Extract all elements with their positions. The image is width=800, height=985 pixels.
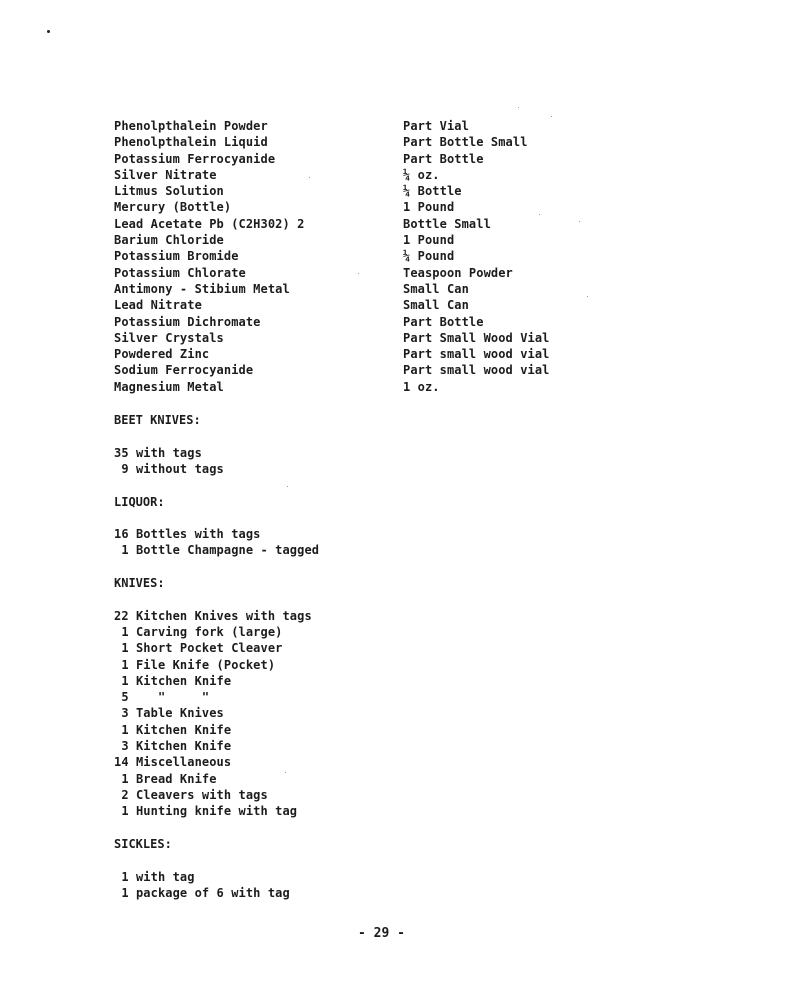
inventory-sections: [114, 412, 434, 901]
list-item: 1 with tag: [114, 869, 195, 884]
chemical-quantity: Part Bottle: [403, 314, 484, 329]
chemical-name: Barium Chloride: [114, 233, 224, 248]
list-item: 1 Carving fork (large): [114, 624, 283, 639]
chemical-name: Phenolpthalein Liquid: [114, 135, 268, 150]
list-item: 3 Kitchen Knife: [114, 739, 232, 754]
list-item: 3 Table Knives: [114, 706, 224, 721]
section-heading: KNIVES:: [114, 576, 165, 591]
chemical-quantity: 1 Pound: [403, 200, 455, 215]
list-item: 1 File Knife (Pocket): [114, 657, 276, 672]
chemical-name: Silver Nitrate: [114, 167, 217, 182]
chemical-quantity: Part Vial: [403, 119, 469, 133]
chemical-quantity: ¼ Pound: [403, 249, 455, 264]
chemical-quantity: Small Can: [403, 281, 469, 296]
list-item: 1 Bread Knife: [114, 771, 217, 786]
chemical-name: Lead Nitrate: [114, 298, 202, 313]
dust-dot: [551, 116, 552, 117]
chemical-name: Magnesium Metal: [114, 379, 224, 394]
chemical-name: Litmus Solution: [114, 184, 224, 199]
chemical-quantity: Part Bottle: [403, 151, 484, 166]
section-heading: SICKLES:: [114, 837, 172, 852]
dust-dot: [518, 107, 519, 108]
chemical-name: Phenolpthalein Powder: [114, 119, 268, 133]
chemical-quantity: Part Bottle Small: [403, 135, 528, 150]
chemical-name: Antimony - Stibium Metal: [114, 281, 290, 296]
list-item: 1 Bottle Champagne - tagged: [114, 543, 320, 558]
chemical-quantity: Part small wood vial: [403, 347, 550, 362]
chemical-quantity: Part small wood vial: [403, 363, 550, 378]
list-item: 1 package of 6 with tag: [114, 885, 290, 900]
section-heading: LIQUOR:: [114, 494, 165, 509]
chemical-quantity: Small Can: [403, 298, 469, 313]
chemical-name: Potassium Ferrocyanide: [114, 151, 276, 166]
chemical-quantity: ¼ Bottle: [403, 184, 462, 199]
chemical-quantities-column: [403, 118, 603, 395]
chemical-name: Potassium Chlorate: [114, 265, 246, 280]
chemical-names-column: [114, 118, 404, 395]
chemical-name: Potassium Dichromate: [114, 314, 261, 329]
list-item: 1 Hunting knife with tag: [114, 804, 298, 819]
chemical-quantity: 1 Pound: [403, 233, 455, 248]
chemical-name: Potassium Bromide: [114, 249, 239, 264]
list-item: 22 Kitchen Knives with tags: [114, 608, 312, 623]
section-heading: BEET KNIVES:: [114, 413, 201, 427]
chemical-name: Sodium Ferrocyanide: [114, 363, 254, 378]
chemical-quantity: Bottle Small: [403, 216, 491, 231]
list-item: 2 Cleavers with tags: [114, 787, 268, 802]
chemical-name: Powdered Zinc: [114, 347, 210, 362]
list-item: 1 Short Pocket Cleaver: [114, 641, 283, 656]
chemical-quantity: 1 oz.: [403, 379, 440, 394]
list-item: 14 Miscellaneous: [114, 755, 232, 770]
chemical-quantity: Teaspoon Powder: [403, 265, 513, 280]
chemical-name: Lead Acetate Pb (C2H302) 2: [114, 216, 305, 231]
list-item: 35 with tags: [114, 445, 202, 460]
list-item: 5 " ": [114, 690, 210, 705]
chemical-quantity: Part Small Wood Vial: [403, 330, 550, 345]
list-item: 9 without tags: [114, 461, 224, 476]
chemical-name: Silver Crystals: [114, 330, 224, 345]
list-item: 1 Kitchen Knife: [114, 673, 232, 688]
chemical-quantity: ¼ oz.: [403, 167, 440, 182]
page-number: - 29 -: [358, 926, 405, 941]
ink-speck: [47, 30, 50, 33]
chemical-name: Mercury (Bottle): [114, 200, 232, 215]
list-item: 1 Kitchen Knife: [114, 722, 232, 737]
list-item: 16 Bottles with tags: [114, 527, 261, 542]
